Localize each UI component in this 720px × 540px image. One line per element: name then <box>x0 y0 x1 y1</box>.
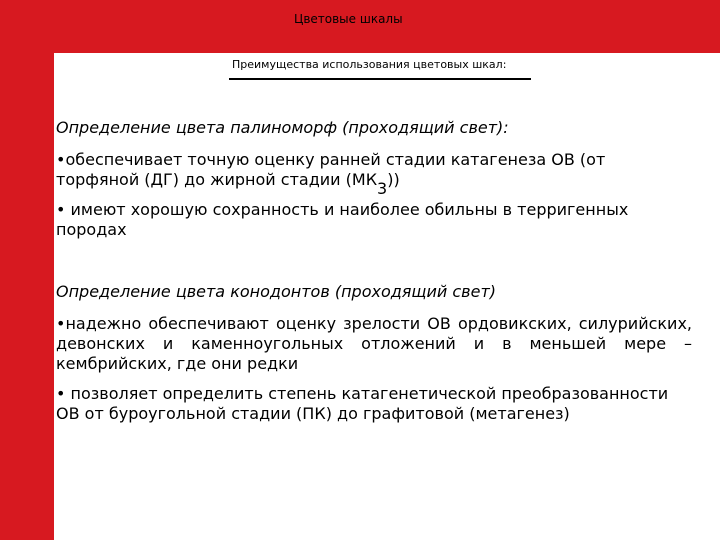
bullet-palynomorphs-1 <box>56 150 692 198</box>
bullet-palynomorphs-2: • имеют хорошую сохранность и наиболее обильны в терригенных породах <box>56 200 629 239</box>
bullet-text-end: )) <box>387 170 400 189</box>
subtitle-underline <box>229 78 531 80</box>
slide-content <box>56 118 692 434</box>
header-bar <box>54 0 720 53</box>
bullet-conodonts-1: •надежно обеспечивают оценку зрелости ОВ ордовикских, силурийских, девонских и каменноугольных отложений и в меньшей мере – кембрийских, где они редки <box>56 314 692 373</box>
bullet-subscript: 3 <box>377 179 388 198</box>
section-heading-conodonts: Определение цвета конодонтов (проходящий свет) <box>56 282 497 301</box>
bullet-text: •обеспечивает точную оценку ранней стадии катагенеза ОВ (от торфяной (ДГ) до жирной стадии (МК <box>56 150 606 189</box>
bullet-conodonts-2: • позволяет определить степень катагенетической преобразованности ОВ от буроугольной стадии (ПК) до графитовой (метагенез) <box>56 384 669 423</box>
section-gap <box>56 250 692 282</box>
section-heading-palynomorphs: Определение цвета палиноморф (проходящий свет): <box>56 118 509 137</box>
left-accent-bar <box>0 0 54 540</box>
subtitle: Преимущества использования цветовых шкал: <box>232 58 507 71</box>
page-title: Цветовые шкалы <box>294 12 403 26</box>
